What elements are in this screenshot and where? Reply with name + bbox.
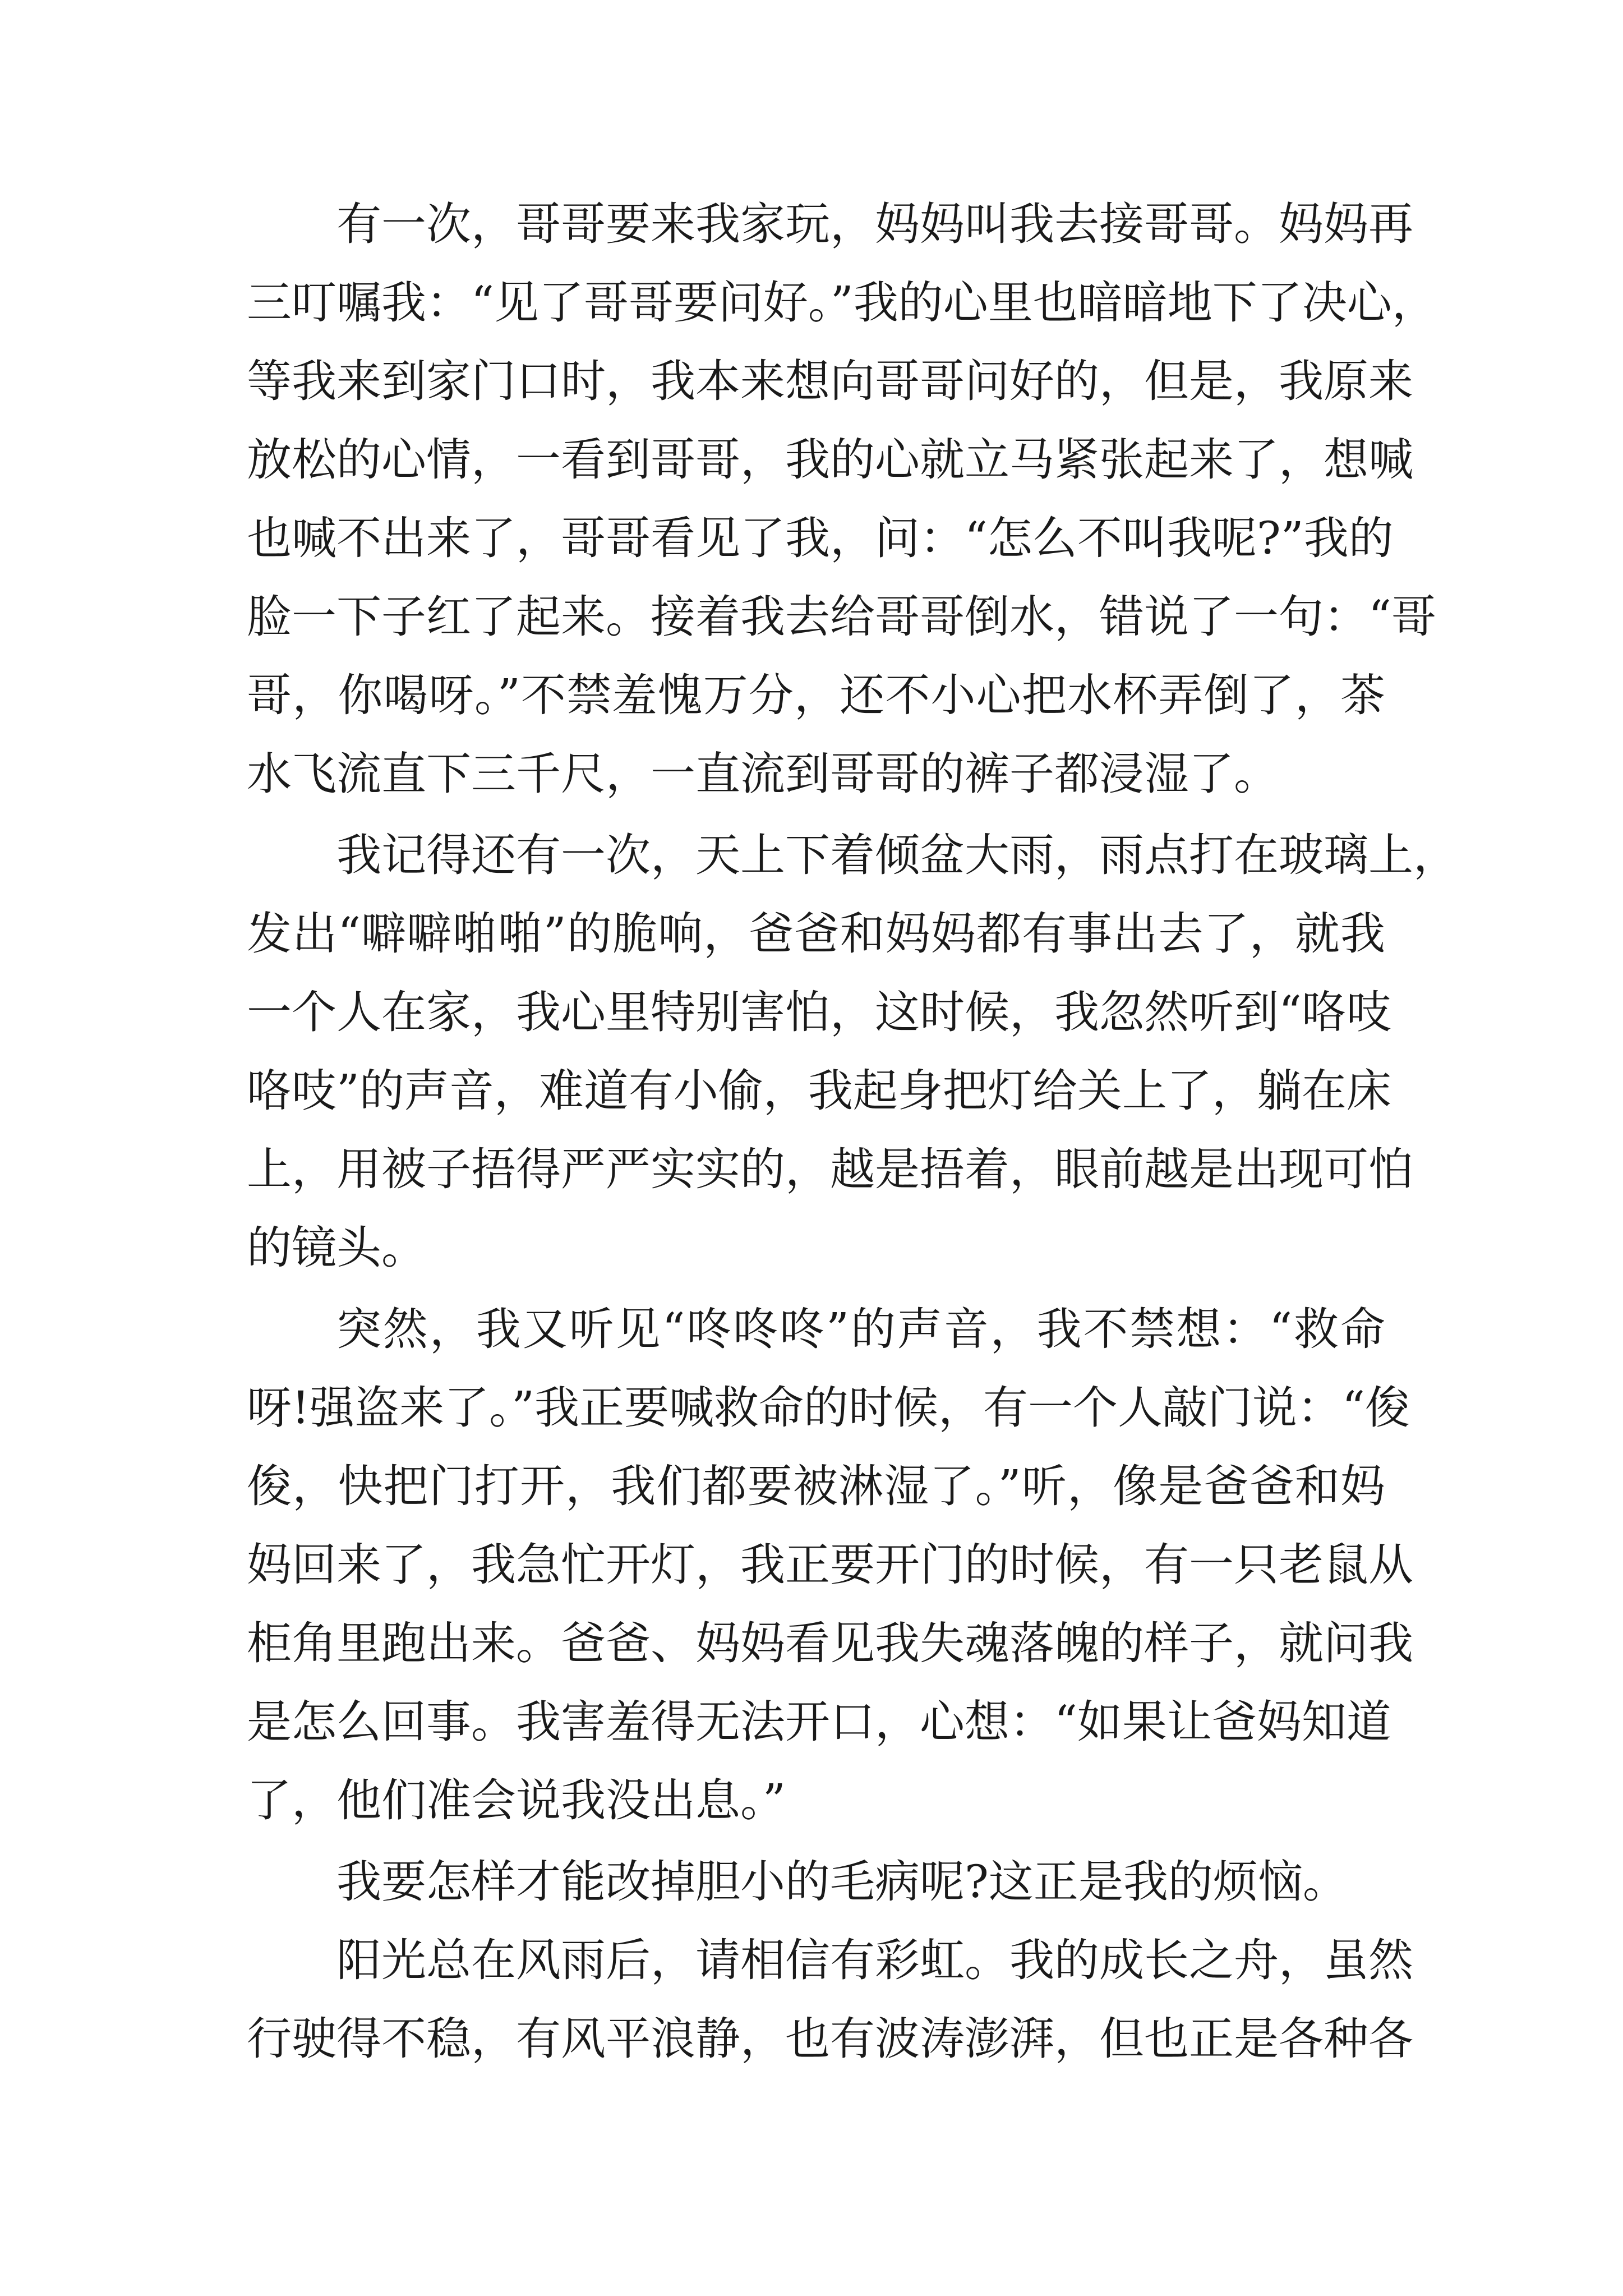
text-line [0, 813, 1623, 898]
text-line [0, 1602, 1623, 1686]
text-line [0, 1444, 1623, 1529]
text-line [0, 418, 1623, 502]
text-line [0, 1366, 1623, 1450]
line-text: 突然，我又听见“咚咚咚”的声音，我不禁想：“救命 [336, 1303, 1385, 1355]
line-text: 等我来到家门口时，我本来想向哥哥问好的，但是，我原来 [247, 355, 1413, 407]
line-text: 妈回来了，我急忙开灯，我正要开门的时候，有一只老鼠从 [247, 1539, 1413, 1591]
line-text: 上，用被子捂得严严实实的，越是捂着，眼前越是出现可怕 [247, 1143, 1413, 1195]
line-text: 有一次，哥哥要来我家玩，妈妈叫我去接哥哥。妈妈再 [336, 198, 1413, 250]
text-line [0, 654, 1623, 738]
line-text: 行驶得不稳，有风平浪静，也有波涛澎湃，但也正是各种各 [247, 2013, 1413, 2065]
text-line [0, 496, 1623, 581]
line-text: 的镜头。 [247, 1222, 426, 1274]
text-line [0, 575, 1623, 659]
line-text: 咯吱”的声音，难道有小偷，我起身把灯给关上了，躺在床 [247, 1065, 1391, 1117]
line-text: 放松的心情，一看到哥哥，我的心就立马紧张起来了，想喊 [247, 434, 1413, 486]
line-text: 是怎么回事。我害羞得无法开口，心想：“如果让爸妈知道 [247, 1696, 1391, 1748]
line-text: 发出“噼噼啪啪”的脆响，爸爸和妈妈都有事出去了，就我 [247, 908, 1385, 960]
line-text: 脸一下子红了起来。接着我去给哥哥倒水，错说了一句：“哥 [247, 591, 1436, 643]
text-line [0, 1759, 1623, 1843]
text-line [0, 339, 1623, 424]
line-text: 水飞流直下三千尺，一直流到哥哥的裤子都浸湿了。 [247, 748, 1279, 800]
line-text: 三叮嘱我：“见了哥哥要问好。”我的心里也暗暗地下了决心， [247, 277, 1437, 329]
line-text: 也喊不出来了，哥哥看见了我，问：“怎么不叫我呢?”我的 [247, 512, 1394, 564]
text-line [0, 1206, 1623, 1290]
text-line [0, 1840, 1623, 1924]
text-line [0, 261, 1623, 345]
line-text: 俊，快把门打开，我们都要被淋湿了。”听，像是爸爸和妈 [247, 1460, 1385, 1512]
text-line [0, 182, 1623, 266]
text-line [0, 1523, 1623, 1607]
text-line [0, 970, 1623, 1055]
line-text: 呀!强盗来了。”我正要喊救命的时候，有一个人敲门说：“俊 [247, 1382, 1410, 1434]
text-line [0, 1049, 1623, 1133]
text-line [0, 892, 1623, 976]
text-line [0, 1680, 1623, 1764]
line-text: 柜角里跑出来。爸爸、妈妈看见我失魂落魄的样子，就问我 [247, 1617, 1413, 1669]
text-line [0, 1997, 1623, 2081]
text-line [0, 732, 1623, 816]
text-line [0, 1287, 1623, 1372]
text-line [0, 1918, 1623, 2003]
line-text: 哥，你喝呀。”不禁羞愧万分，还不小心把水杯弄倒了，茶 [247, 669, 1385, 721]
text-line [0, 1128, 1623, 1212]
line-text: 我记得还有一次，天上下着倾盆大雨，雨点打在玻璃上， [336, 829, 1458, 881]
line-text: 了，他们准会说我没出息。” [247, 1774, 786, 1826]
line-text: 一个人在家，我心里特别害怕，这时候，我忽然听到“咯吱 [247, 986, 1391, 1038]
line-text: 阳光总在风雨后，请相信有彩虹。我的成长之舟，虽然 [336, 1934, 1413, 1986]
line-text: 我要怎样才能改掉胆小的毛病呢?这正是我的烦恼。 [336, 1856, 1348, 1908]
